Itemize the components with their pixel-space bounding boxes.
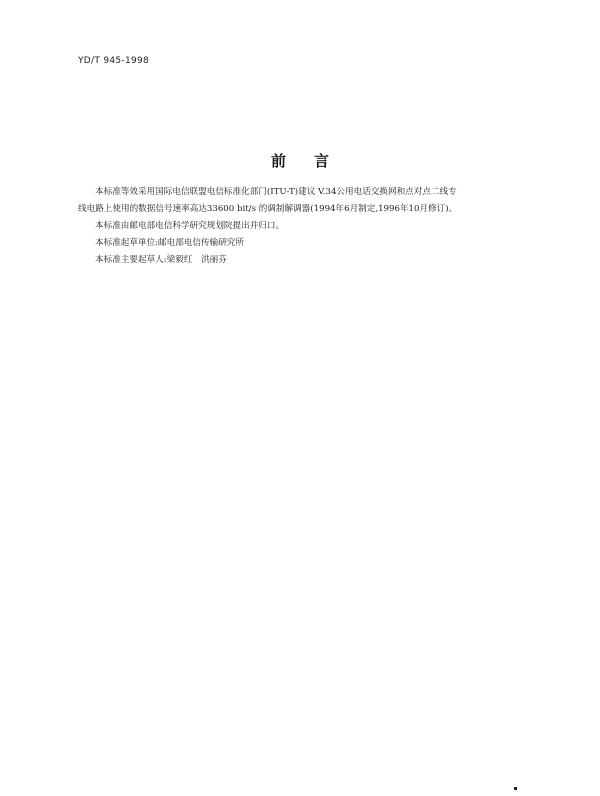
body-text [78, 184, 543, 269]
page-title: 前言 [270, 152, 357, 170]
paragraph-adoption-line1: 本标准等效采用国际电信联盟电信标准化部门(ITU-T)建议 V.34公用电话交换网和点对点二线专 [95, 187, 457, 197]
page-mark [514, 787, 517, 790]
paragraph-proposer: 本标准由邮电部电信科学研究规划院提出并归口。 [95, 221, 285, 231]
standard-code: YD/T 945-1998 [78, 56, 150, 66]
paragraph-drafters: 本标准主要起草人:梁毅红 洪丽芬 [95, 255, 227, 265]
paragraph-adoption-line2: 线电路上使用的数据信号速率高达33600 bit/s 的调制解调器(1994年6月制定,1996年10月修订)。 [78, 204, 458, 214]
paragraph-drafting-unit: 本标准起草单位:邮电部电信传输研究所 [95, 238, 244, 248]
